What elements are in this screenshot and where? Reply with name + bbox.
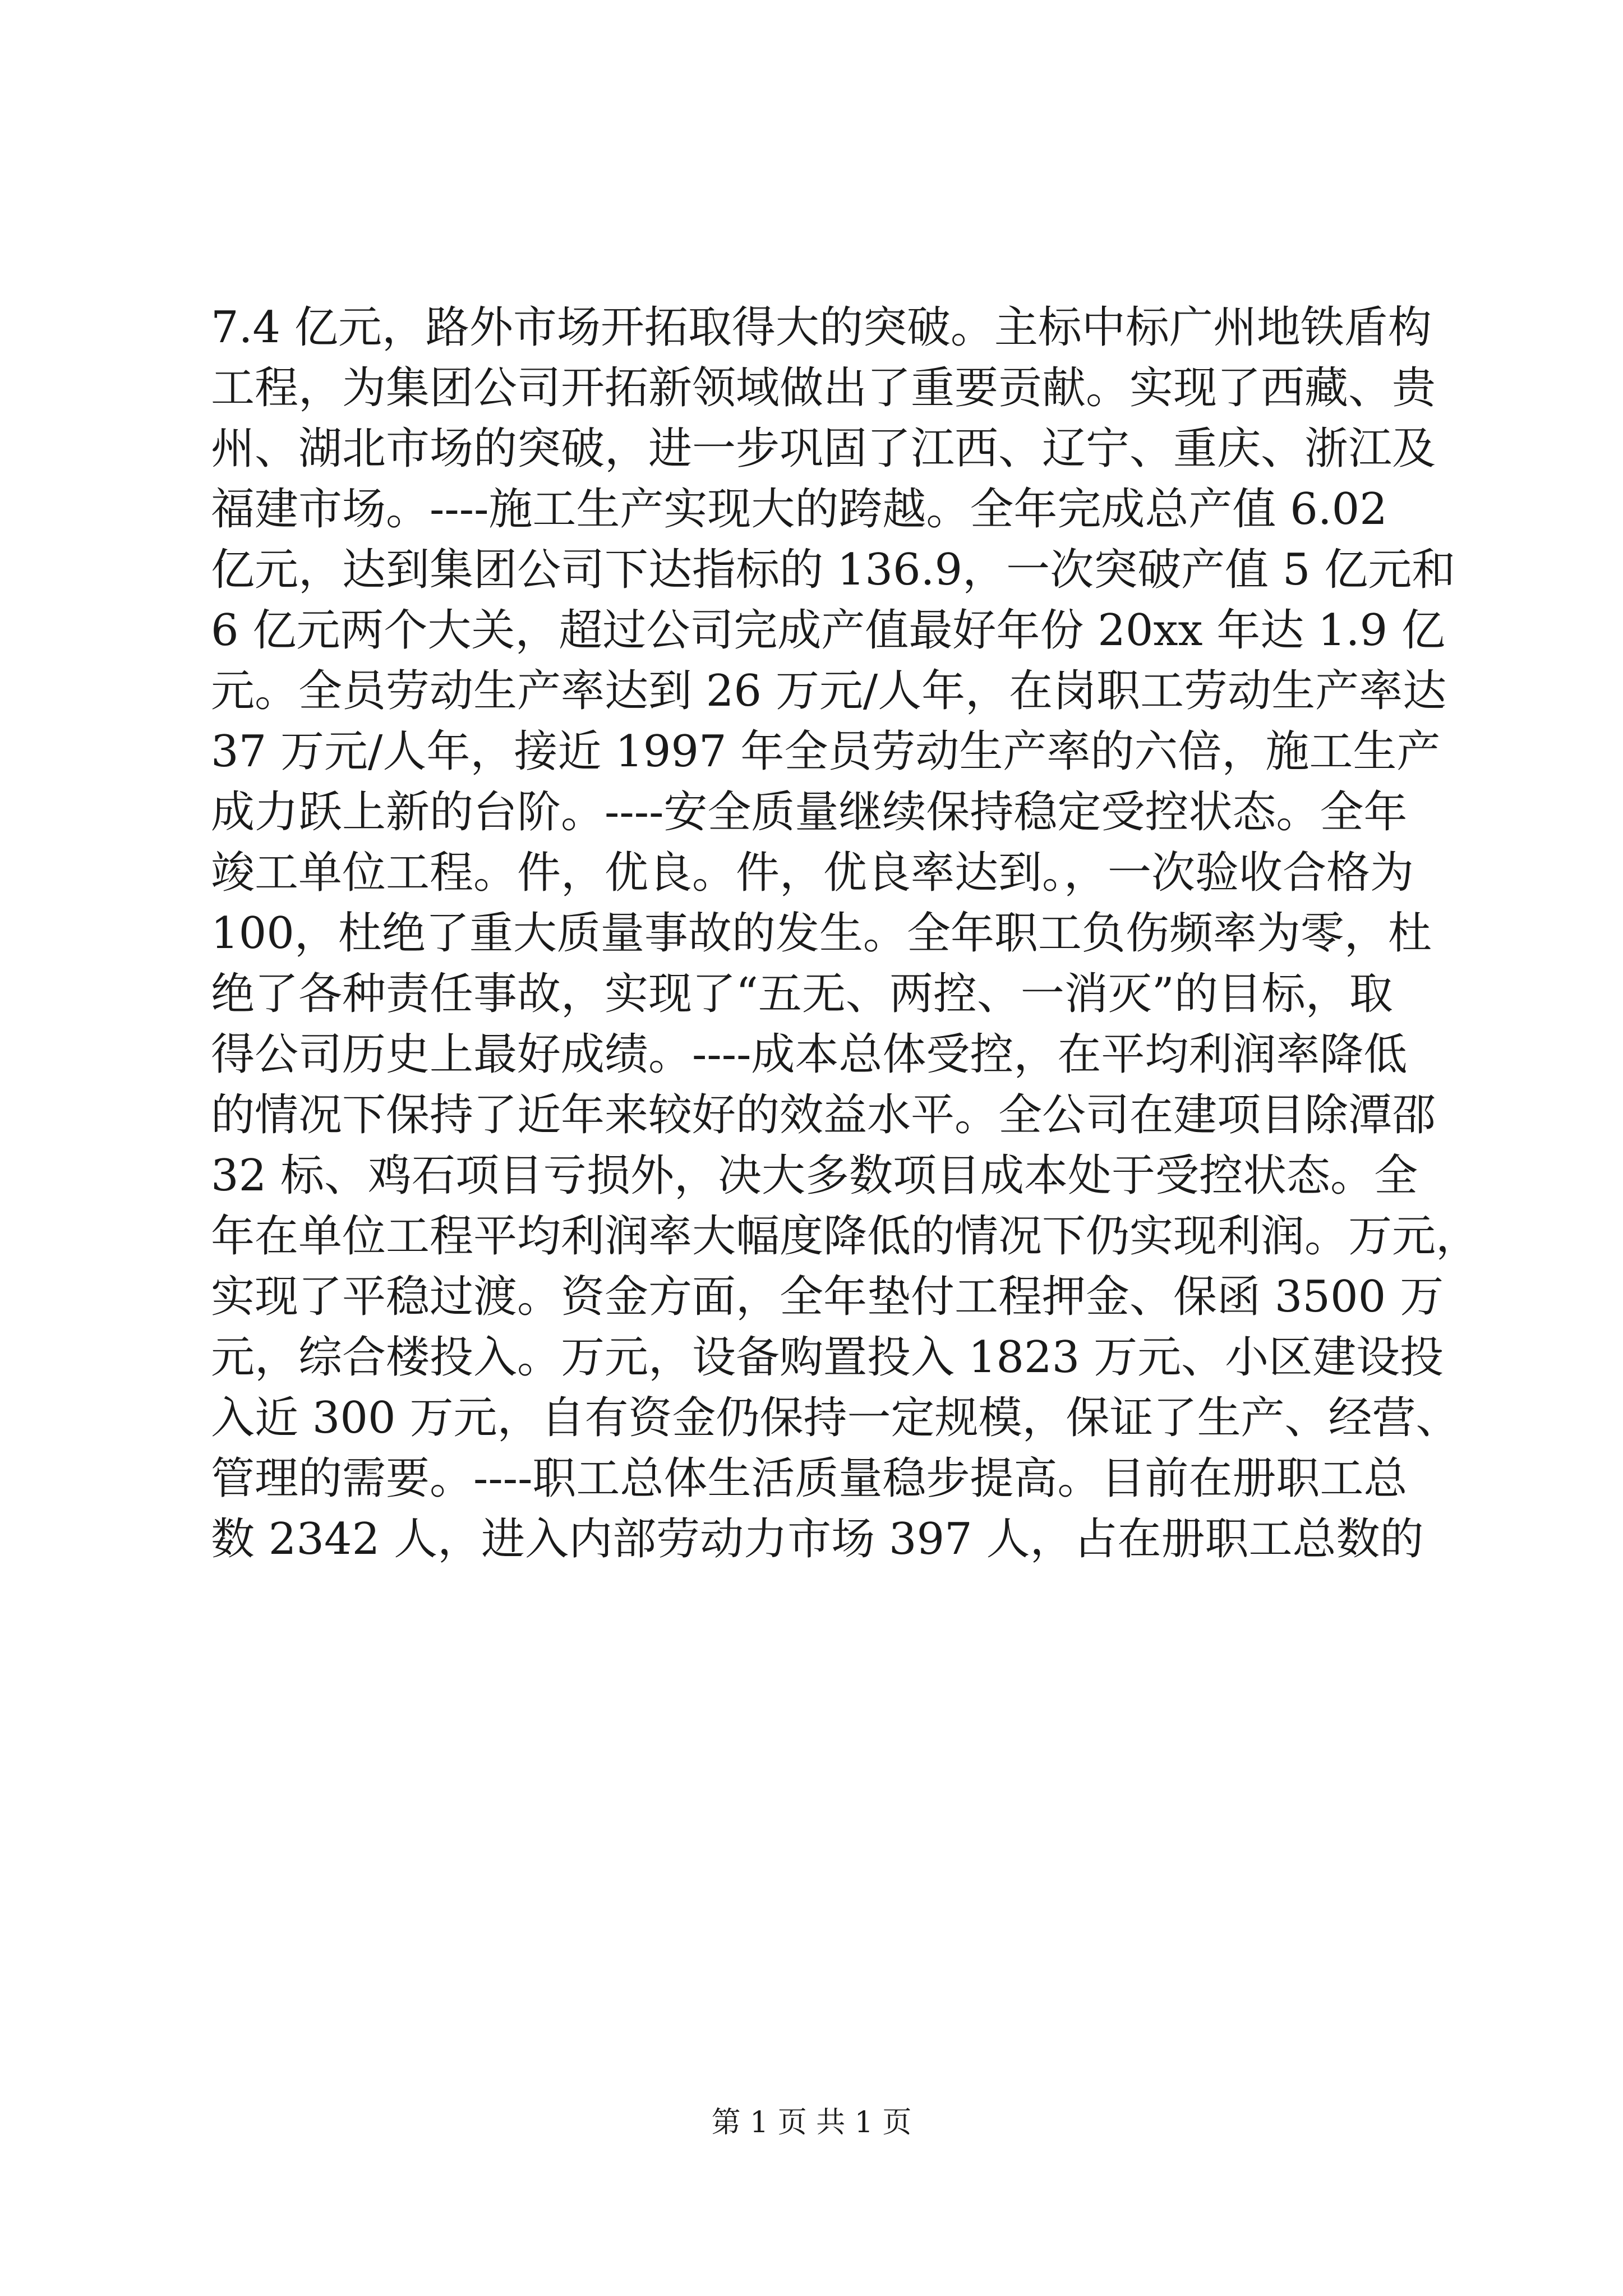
text-line-4: 福建市场。----施工生产实现大的跨越。全年完成总产值 6.02 (211, 484, 1387, 535)
text-line-7: 元。全员劳动生产率达到 26 万元/人年，在岗职工劳动生产率达 (211, 666, 1447, 716)
text-line-21: 数 2342 人，进入内部劳动力市场 397 人，占在册职工总数的 (211, 1514, 1424, 1565)
text-line-15: 32 标、鸡石项目亏损外，决大多数项目成本处于受控状态。全 (211, 1151, 1418, 1201)
text-line-9: 成力跃上新的台阶。----安全质量继续保持稳定受控状态。全年 (211, 787, 1408, 838)
text-line-6: 6 亿元两个大关，超过公司完成产值最好年份 20xx 年达 1.9 亿 (211, 605, 1445, 656)
text-line-3: 州、湖北市场的突破，进一步巩固了江西、辽宁、重庆、浙江及 (211, 424, 1436, 474)
text-line-13: 得公司历史上最好成绩。----成本总体受控，在平均利润率降低 (211, 1029, 1408, 1080)
text-line-8: 37 万元/人年，接近 1997 年全员劳动生产率的六倍，施工生产 (211, 726, 1441, 777)
text-line-12: 绝了各种责任事故，实现了“五无、两控、一消灭”的目标，取 (211, 969, 1393, 1019)
text-line-16: 年在单位工程平均利润率大幅度降低的情况下仍实现利润。万元， (211, 1211, 1480, 1262)
text-line-19: 入近 300 万元，自有资金仍保持一定规模，保证了生产、经营、 (211, 1393, 1460, 1443)
text-line-10: 竣工单位工程。件，优良。件，优良率达到。，一次验收合格为 (211, 848, 1414, 898)
text-line-20: 管理的需要。----职工总体生活质量稳步提高。目前在册职工总 (211, 1453, 1408, 1504)
text-line-11: 100，杜绝了重大质量事故的发生。全年职工负伤频率为零，杜 (211, 908, 1432, 959)
text-line-17: 实现了平稳过渡。资金方面，全年垫付工程押金、保函 3500 万 (211, 1272, 1444, 1322)
text-line-2: 工程，为集团公司开拓新领域做出了重要贡献。实现了西藏、贵 (211, 363, 1436, 413)
text-line-5: 亿元，达到集团公司下达指标的 136.9，一次突破产值 5 亿元和 (211, 545, 1456, 595)
text-line-14: 的情况下保持了近年来较好的效益水平。全公司在建项目除潭邵 (211, 1090, 1436, 1140)
text-line-1: 7.4 亿元，路外市场开拓取得大的突破。主标中标广州地铁盾构 (211, 302, 1432, 353)
body-paragraph (211, 297, 1480, 1570)
page-footer (0, 2106, 1623, 2139)
page-number-label: 第 1 页 共 1 页 (711, 2106, 912, 2139)
text-line-18: 元，综合楼投入。万元，设备购置投入 1823 万元、小区建设投 (211, 1332, 1444, 1383)
